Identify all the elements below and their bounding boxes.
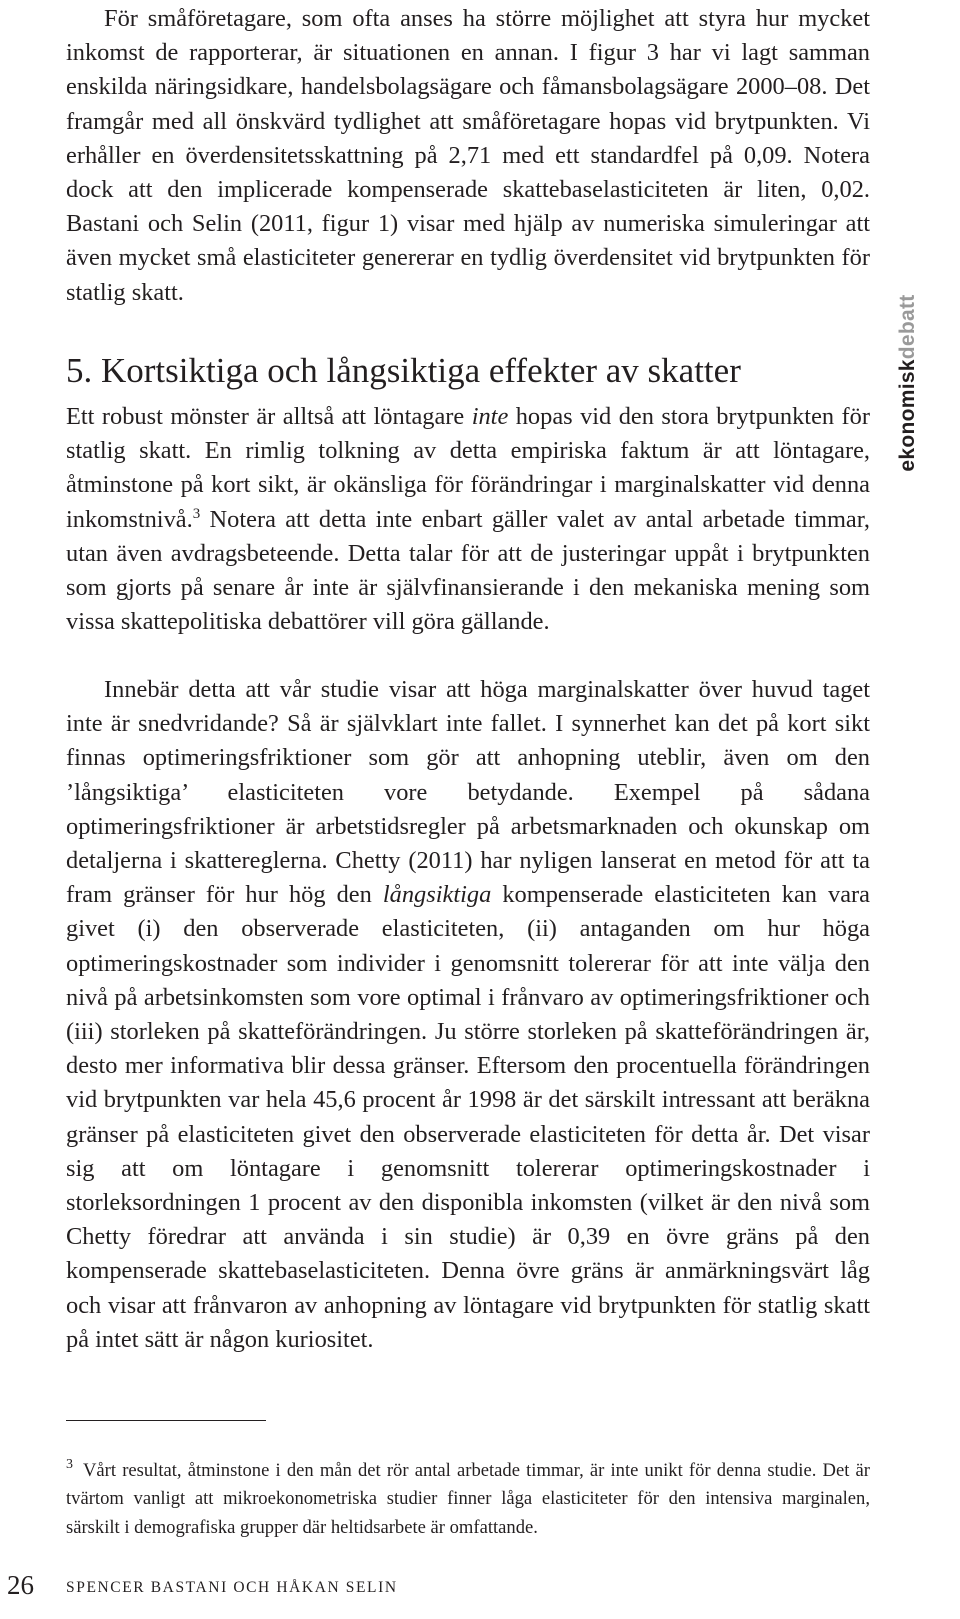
paragraph-3-text-a: Innebär detta att vår studie visar att höga marginalskatter över huvud taget inte är snedvridande? Så är självklart inte fallet. I synnerhet kan det på kort sikt finnas optimeringsfriktioner som gör att anhopning uteblir, även om den ’långsiktiga’ elasticiteten vore betydande. Exempel på sådana optimeringsfriktioner är arbetstidsregler på arbetsmarknaden och okunskap om detaljerna i skattereglerna. Chetty (2011) har nyligen lanserat en metod för att ta fram gränser för hur hög den: [66, 676, 870, 909]
footnote: [66, 1457, 870, 1543]
running-head-authors: SPENCER BASTANI OCH HÅKAN SELIN: [66, 1579, 398, 1596]
paragraph-3-emphasis: långsiktiga: [382, 881, 492, 909]
logo-part-ekonomisk: ekonomisk: [896, 359, 919, 472]
paragraph-3-text-b: kompenserade elasticiteten kan vara givet (i) den observerade elasticiteten, (ii) antaganden om hur höga optimeringskostnader som individer i genomsnitt tolererar för att inte välja den nivå på arbetsinkomsten som vore optimal i frånvaro av optimeringsfriktioner och (iii) storleken på skatteförändringen. Ju större storleken på skatteförändringen är, desto mer informativa blir dessa gränser. Eftersom den procentuella förändringen vid brytpunkten var hela 45,6 procent år 1998 är det särskilt intressant att beräkna gränser på elasticiteten givet den observerade elasticiteten för detta år. Det visar sig att om löntagare i genomsnitt tolererar optimeringskostnader i storleksordningen 1 procent av den disponibla inkomsten (vilket är den nivå som Chetty föredrar att använda i sin studie) är 0,39 en övre gräns på den kompenserade skattebaselasticiteten. Denna övre gräns är anmärkningsvärt låg och visar att frånvaron av anhopning av löntagare vid brytpunkten för statlig skatt på intet sätt är någon kuriositet.: [66, 881, 870, 1353]
footnote-number: 3: [66, 1456, 73, 1472]
body-paragraph-1: För småföretagare, som ofta anses ha större möjlighet att styra hur mycket inkomst de rapporterar, är situationen en annan. I figur 3 har vi lagt samman enskilda näringsidkare, handelsbolagsägare och fåmansbolagsägare 2000–08. Det framgår med all önskvärd tydlighet att småföretagare hopas vid brytpunkten. Vi erhåller en överdensitetsskattning på 2,71 med ett standardfel på 0,09. Notera dock att den implicerade kompenserade skattebaselasticiteten är liten, 0,02. Bastani och Selin (2011, figur 1) visar med hjälp av numeriska simuleringar att även mycket små elasticiteter genererar en tydlig överdensitet vid brytpunkten för statlig skatt.: [66, 5, 870, 306]
paragraph-2-text-c: Notera att detta inte enbart gäller valet av antal arbetade timmar, utan även avdragsbeteende. Detta talar för att de justeringar uppåt i brytpunkten som gjorts på senare år inte är självfinansierande i den mekaniska mening som vissa skattepolitiska debattörer vill göra gällande.: [66, 505, 870, 636]
footnote-text: Vårt resultat, åtminstone i den mån det rör antal arbetade timmar, är inte unikt för denna studie. Det är tvärtom vanligt att mikroekonometriska studier finner låga elasticiteter för den intensiva marginalen, särskilt i demografiska grupper där heltidsarbete är omfattande.: [66, 1459, 870, 1538]
paragraph-2-text-b: hopas vid den stora brytpunkten för statlig skatt. En rimlig tolkning av detta empiriska faktum är att löntagare, åtminstone på kort sikt, är okänsliga för förändringar i marginalskatter vid denna inkomstnivå.: [66, 403, 870, 533]
footnote-reference-3[interactable]: 3: [192, 505, 201, 522]
logo-part-debatt: debatt: [896, 294, 919, 360]
section-heading: 5. Kortsiktiga och långsiktiga effekter av skatter: [66, 351, 741, 390]
page-number: 26: [7, 1570, 34, 1600]
footnote-rule: [66, 1420, 266, 1421]
journal-logo: [896, 294, 920, 471]
body-paragraph-3: [66, 673, 870, 1357]
body-paragraph-2: [66, 400, 870, 639]
paragraph-2-text-a: Ett robust mönster är alltså att löntagare: [66, 403, 472, 430]
paragraph-2-emphasis: inte: [471, 403, 509, 430]
